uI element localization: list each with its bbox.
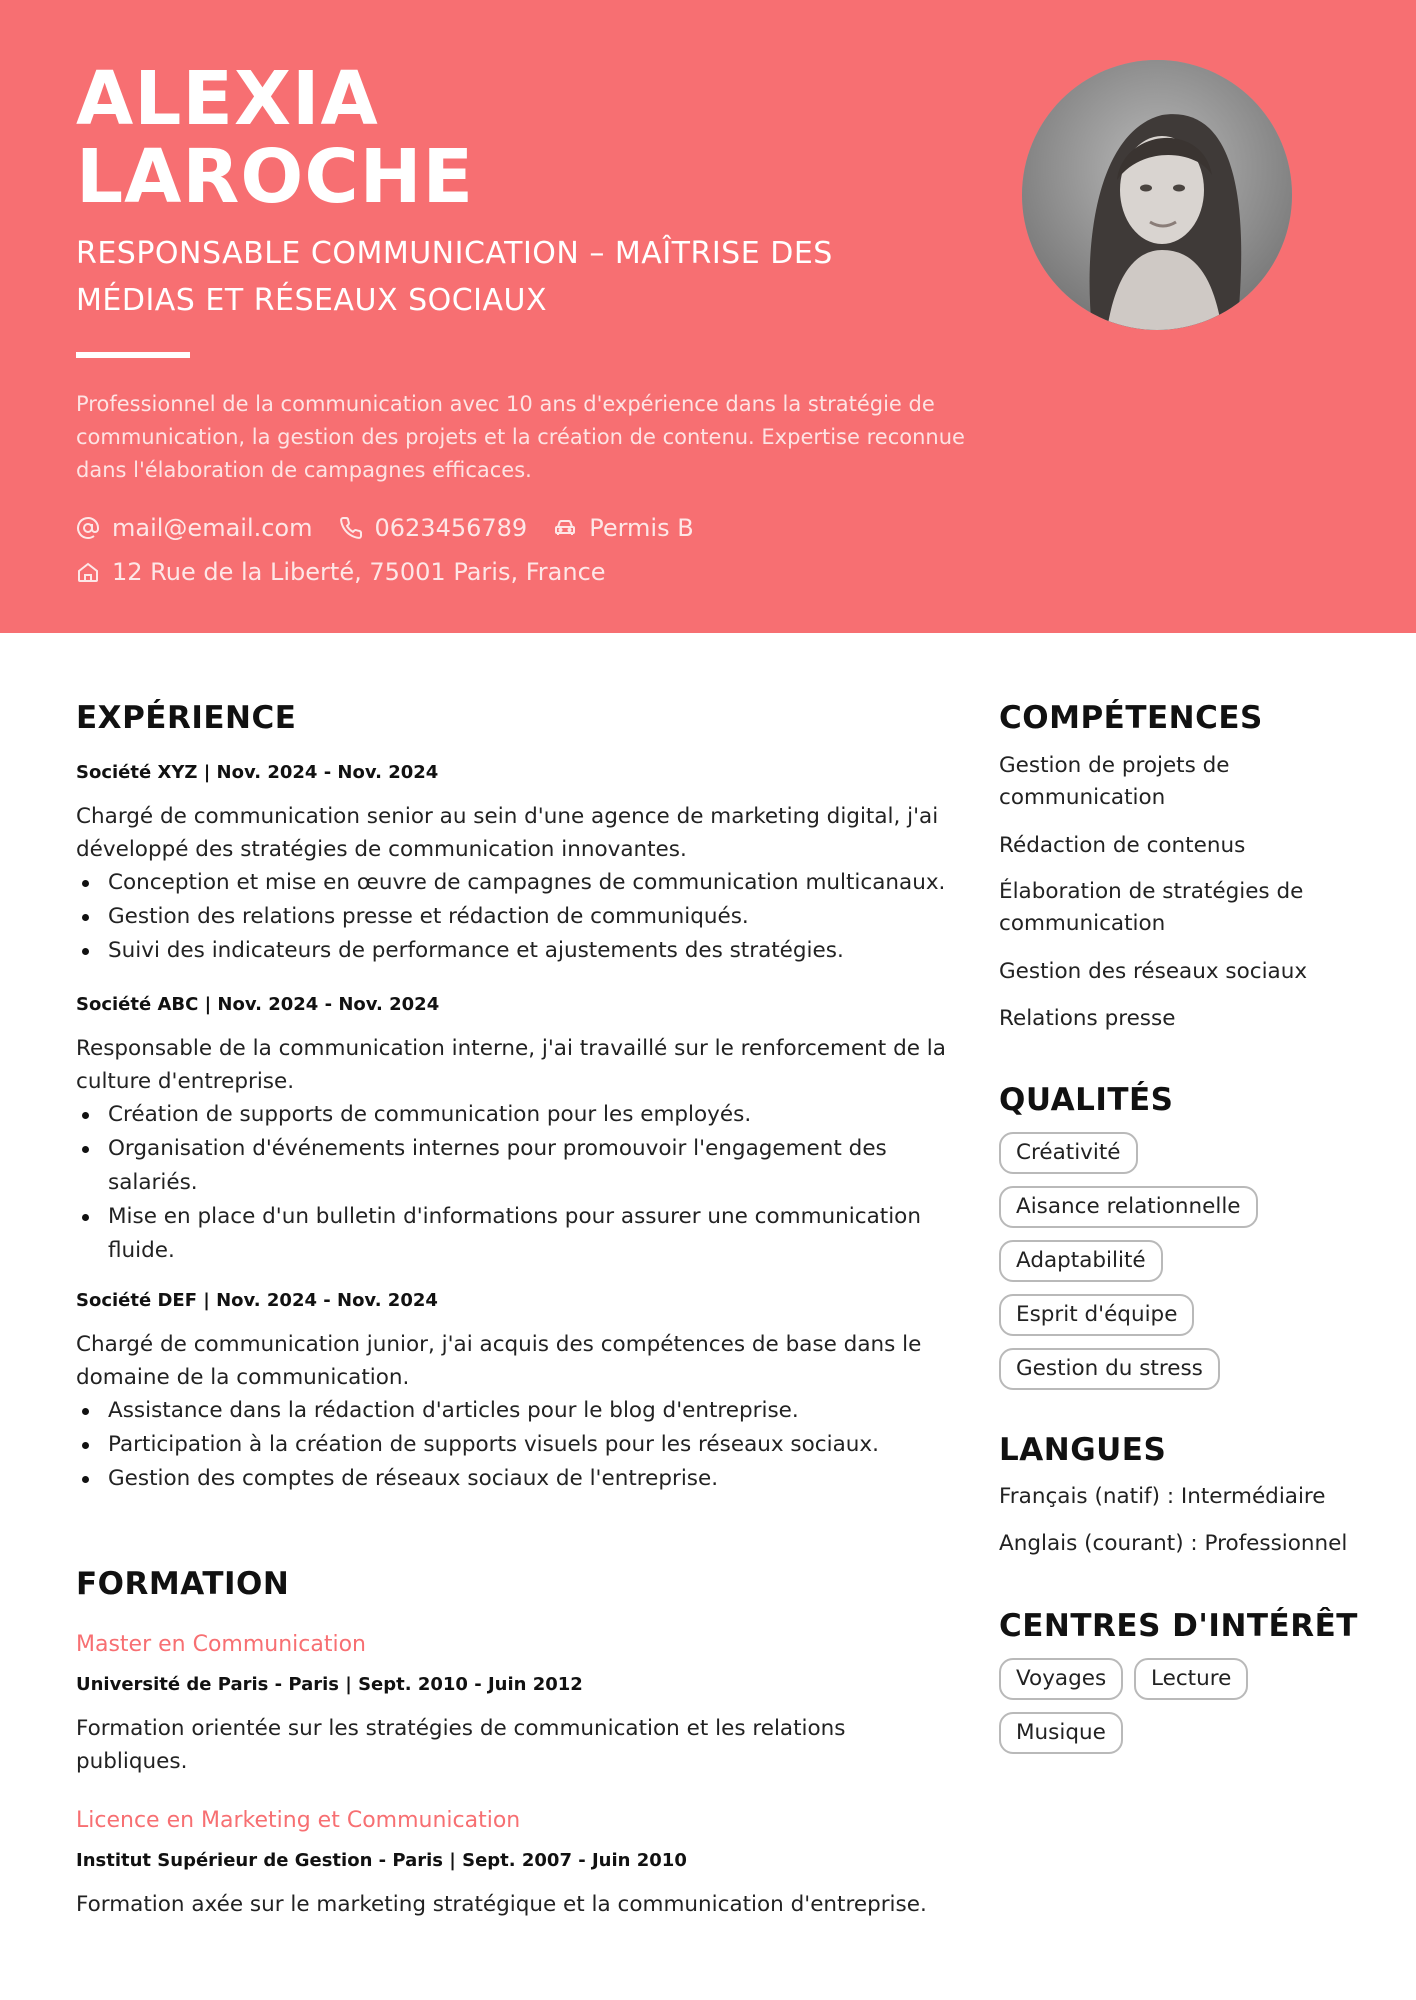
home-icon — [76, 560, 100, 584]
at-icon — [76, 516, 100, 540]
quality-tag: Créativité — [999, 1132, 1138, 1174]
job-heading: Société XYZ | Nov. 2024 - Nov. 2024 — [76, 762, 439, 783]
job-heading: Société ABC | Nov. 2024 - Nov. 2024 — [76, 994, 440, 1015]
job-description: Chargé de communication senior au sein d'une agence de marketing digital, j'ai développé des stratégies de communication innovantes. — [76, 804, 939, 862]
contact-phone[interactable] — [339, 514, 528, 542]
header-banner — [0, 0, 1416, 633]
education-title: FORMATION — [76, 1566, 290, 1602]
skill-item: Gestion de projets de communication — [999, 753, 1230, 810]
list-item: Participation à la création de supports visuels pour les réseaux sociaux. — [76, 1428, 956, 1462]
list-item: Organisation d'événements internes pour promouvoir l'engagement des salariés. — [76, 1132, 956, 1200]
profile-photo — [1022, 60, 1292, 330]
car-icon — [553, 516, 577, 540]
skill-item: Élaboration de stratégies de communication — [999, 879, 1304, 936]
job-bullets — [76, 866, 956, 968]
list-item: Assistance dans la rédaction d'articles pour le blog d'entreprise. — [76, 1394, 956, 1428]
job-bullets — [76, 1394, 956, 1496]
interest-tag: Voyages — [999, 1658, 1123, 1700]
candidate-name: ALEXIA LAROCHE — [76, 56, 475, 220]
interests-title: CENTRES D'INTÉRÊT — [999, 1608, 1358, 1644]
skill-item: Relations presse — [999, 1006, 1176, 1031]
experience-title: EXPÉRIENCE — [76, 700, 297, 736]
languages-title: LANGUES — [999, 1432, 1167, 1468]
list-item: Mise en place d'un bulletin d'informations pour assurer une communication fluide. — [76, 1200, 956, 1268]
quality-tag: Gestion du stress — [999, 1348, 1220, 1390]
quality-tag: Aisance relationnelle — [999, 1186, 1258, 1228]
license-text: Permis B — [589, 514, 694, 542]
title-underline — [76, 352, 190, 358]
skill-item: Rédaction de contenus — [999, 833, 1246, 858]
email-text: mail@email.com — [112, 514, 313, 542]
language-item: Français (natif) : Intermédiaire — [999, 1484, 1326, 1509]
contact-email[interactable] — [76, 514, 313, 542]
contact-row-address — [76, 558, 632, 586]
address-text: 12 Rue de la Liberté, 75001 Paris, France — [112, 558, 606, 586]
phone-text: 0623456789 — [374, 514, 528, 542]
list-item: Gestion des relations presse et rédaction de communiqués. — [76, 900, 956, 934]
degree-description: Formation axée sur le marketing stratégique et la communication d'entreprise. — [76, 1892, 927, 1917]
job-description: Chargé de communication junior, j'ai acquis des compétences de base dans le domaine de la communication. — [76, 1332, 922, 1390]
degree-title: Master en Communication — [76, 1632, 366, 1657]
interest-tag: Musique — [999, 1712, 1123, 1754]
quality-tag: Esprit d'équipe — [999, 1294, 1194, 1336]
list-item: Conception et mise en œuvre de campagnes de communication multicanaux. — [76, 866, 956, 900]
contact-license — [553, 514, 693, 542]
quality-tag: Adaptabilité — [999, 1240, 1163, 1282]
degree-description: Formation orientée sur les stratégies de communication et les relations publiques. — [76, 1716, 846, 1774]
job-description: Responsable de la communication interne, j'ai travaillé sur le renforcement de la culture d'entreprise. — [76, 1036, 946, 1094]
contact-row — [76, 514, 720, 542]
interest-tag: Lecture — [1134, 1658, 1248, 1700]
degree-title: Licence en Marketing et Communication — [76, 1808, 521, 1833]
qualities-title: QUALITÉS — [999, 1082, 1174, 1118]
job-heading: Société DEF | Nov. 2024 - Nov. 2024 — [76, 1290, 438, 1311]
degree-school: Institut Supérieur de Gestion - Paris | Sept. 2007 - Juin 2010 — [76, 1850, 687, 1871]
skills-title: COMPÉTENCES — [999, 700, 1263, 736]
phone-icon — [339, 516, 363, 540]
profile-summary: Professionnel de la communication avec 10 ans d'expérience dans la stratégie de communication, la gestion des projets et la création de contenu. Expertise reconnue dans l'élaboration de campagnes efficaces. — [76, 392, 965, 482]
job-bullets — [76, 1098, 956, 1268]
list-item: Gestion des comptes de réseaux sociaux de l'entreprise. — [76, 1462, 956, 1496]
job-title: RESPONSABLE COMMUNICATION – MAÎTRISE DES MÉDIAS ET RÉSEAUX SOCIAUX — [76, 236, 833, 318]
skill-item: Gestion des réseaux sociaux — [999, 959, 1308, 984]
contact-address — [76, 558, 606, 586]
list-item: Création de supports de communication pour les employés. — [76, 1098, 956, 1132]
list-item: Suivi des indicateurs de performance et ajustements des stratégies. — [76, 934, 956, 968]
language-item: Anglais (courant) : Professionnel — [999, 1531, 1348, 1556]
degree-school: Université de Paris - Paris | Sept. 2010 - Juin 2012 — [76, 1674, 583, 1695]
